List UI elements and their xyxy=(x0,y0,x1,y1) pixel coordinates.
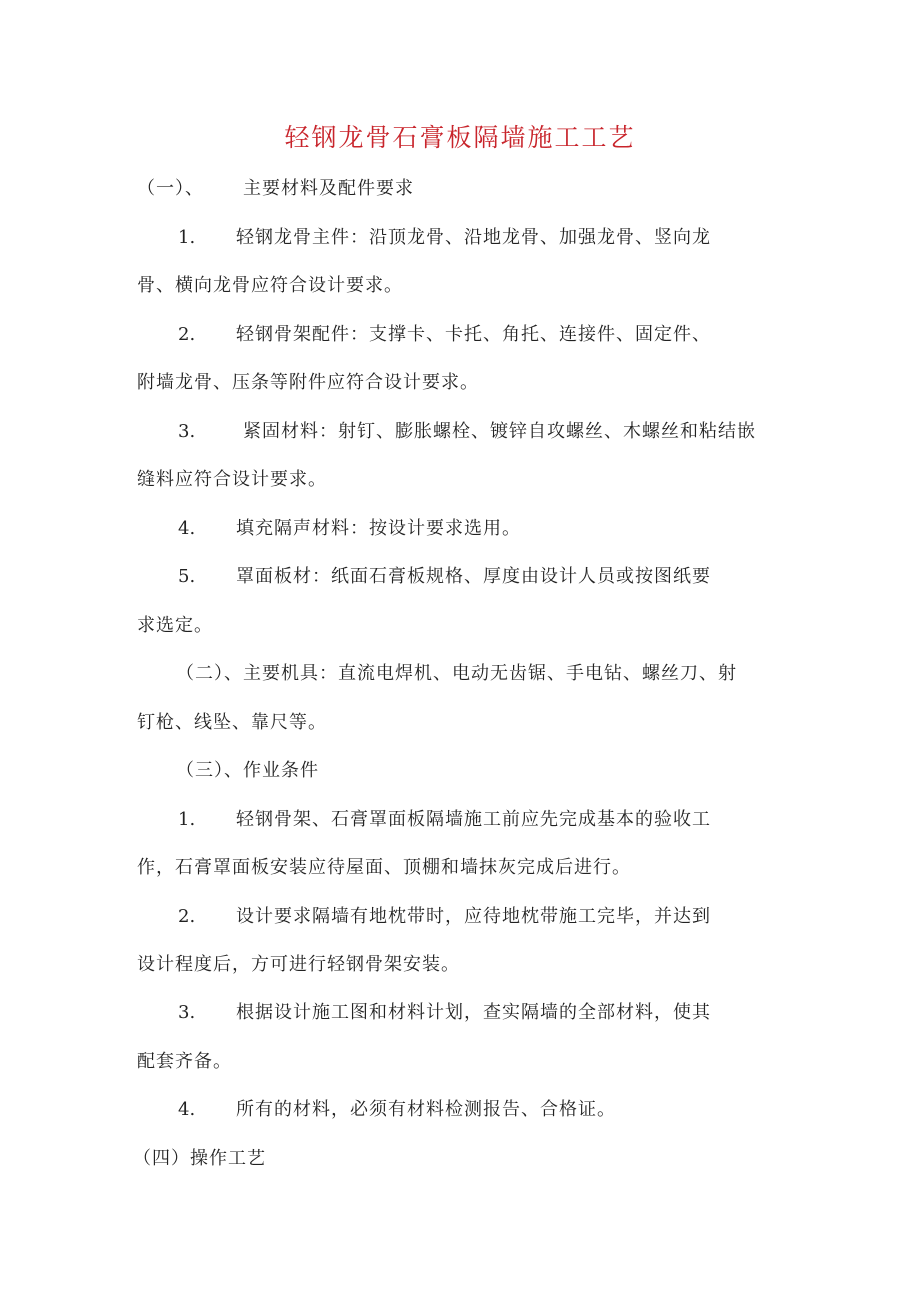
section-2-line-1: （二）、主要机具：直流电焊机、电动无齿锯、手电钻、螺丝刀、射 xyxy=(176,663,737,684)
section-1-item-1-line-2: 骨、横向龙骨应符合设计要求。 xyxy=(137,275,403,296)
section-1-item-1-number: 1. xyxy=(178,227,196,248)
section-3-item-1-line-2: 作，石膏罩面板安装应待屋面、顶棚和墙抹灰完成后进行。 xyxy=(137,857,631,878)
section-3-item-4-number: 4. xyxy=(178,1099,196,1120)
document-title: 轻钢龙骨石膏板隔墙施工工艺 xyxy=(284,123,636,152)
section-4-heading: （四）操作工艺 xyxy=(133,1148,266,1169)
section-3-item-3-number: 3. xyxy=(178,1002,196,1023)
section-1-item-5-line-1: 罩面板材：纸面石膏板规格、厚度由设计人员或按图纸要 xyxy=(236,566,711,587)
section-3-item-1-line-1: 轻钢骨架、石膏罩面板隔墙施工前应先完成基本的验收工 xyxy=(236,809,711,830)
section-1-item-3-line-2: 缝料应符合设计要求。 xyxy=(137,469,327,490)
section-1-item-3-line-1: 紧固材料：射钉、膨胀螺栓、镀锌自攻螺丝、木螺丝和粘结嵌 xyxy=(243,421,756,442)
section-3-item-2-line-1: 设计要求隔墙有地枕带时，应待地枕带施工完毕，并达到 xyxy=(236,906,711,927)
section-1-item-2-line-2: 附墙龙骨、压条等附件应符合设计要求。 xyxy=(137,372,479,393)
section-3-item-4-line-1: 所有的材料，必须有材料检测报告、合格证。 xyxy=(236,1099,616,1120)
section-3-item-3-line-2: 配套齐备。 xyxy=(137,1051,232,1072)
section-1-item-4-line-1: 填充隔声材料：按设计要求选用。 xyxy=(236,518,521,539)
section-1-item-4-number: 4. xyxy=(178,518,196,539)
section-2-line-2: 钉枪、线坠、靠尺等。 xyxy=(137,712,327,733)
section-1-heading: 主要材料及配件要求 xyxy=(243,178,414,199)
section-1-item-2-number: 2. xyxy=(178,324,196,345)
section-3-item-1-number: 1. xyxy=(178,809,196,830)
section-3-item-2-number: 2. xyxy=(178,906,196,927)
section-1-item-1-line-1: 轻钢龙骨主件：沿顶龙骨、沿地龙骨、加强龙骨、竖向龙 xyxy=(236,227,711,248)
section-1-item-3-number: 3. xyxy=(178,421,196,442)
section-1-item-2-line-1: 轻钢骨架配件：支撑卡、卡托、角托、连接件、固定件、 xyxy=(236,324,711,345)
section-3-heading: （三）、作业条件 xyxy=(176,760,319,781)
section-1-item-5-line-2: 求选定。 xyxy=(137,615,213,636)
section-1-item-5-number: 5. xyxy=(178,566,196,587)
section-1-heading-prefix: （一）、 xyxy=(137,178,204,199)
section-3-item-3-line-1: 根据设计施工图和材料计划，查实隔墙的全部材料，使其 xyxy=(236,1002,711,1023)
section-3-item-2-line-2: 设计程度后，方可进行轻钢骨架安装。 xyxy=(137,954,460,975)
